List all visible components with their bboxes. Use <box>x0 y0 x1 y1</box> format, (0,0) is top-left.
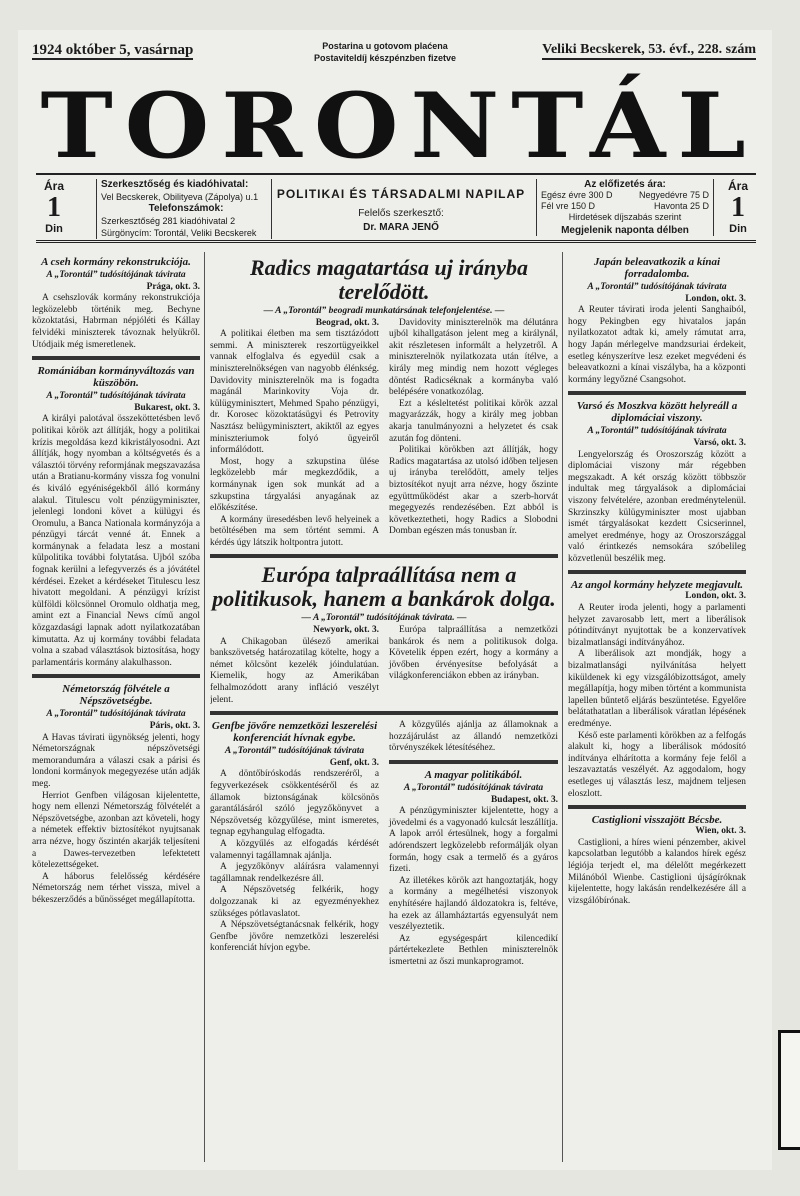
subscription-box <box>536 179 714 236</box>
price-box-right <box>720 179 756 235</box>
price-label: Ára <box>727 179 748 193</box>
divider <box>210 554 558 558</box>
masthead-title: TORONTÁL <box>40 73 758 179</box>
paragraph: A Chikagoban ülésező amerikai bankszövetség határozatilag kötelte, hogy a német kölcsönt kezelék jóindulatúan. Kiemelik, hogy az Amerikában felhalmozódott arany infláció veszélyt jelent. <box>210 636 379 705</box>
dateline: Wien, okt. 3. <box>695 826 746 837</box>
price-box-left <box>36 179 72 235</box>
article-europe <box>210 625 558 706</box>
paragraph: A közgyűlés ajánlja az államoknak a hozzájárulást az állandó nemzetközi törvényszékek létesítéséhez. <box>389 720 558 754</box>
paragraph: Az egységespárt kilencedikí pártértekezlete Bethlen miniszterelnök ismertetni az őszi munkaprogramot. <box>389 933 558 967</box>
paragraph: A királyi palotával összeköttetésben levő politikai körök azt állítják, hogy a politikai krízis megoldása kezd kikristályosodni. Azt állítják, hogy nyomban a költségvetés és a választói törvény reformjának megszavazása után a Bratianu-kormány vissza fog vonulni és kiváló egyéniségekből álló kormány alakul. Titulescu volt pénzügyminiszter, jelenlegi londoni követ a külügyi és Oromulu, a Banca Nationala kormányzója a pénzügyi tárcát venné át. Ennek a kormánynak a feladata lesz a mostani külpolitika további folytatása. Ujból szóba fognak kerülni a lefegyverzés és a jóvátétel kérdései. Ezeket a kérdéseket Titulescu lesz hivatott megoldani. A pénzügyi krízist külföldi kölcsönnel Oromulo oldhatja meg, amint ezt a Financial News című angol közgazdasági lapnak adott nyilatkozatában kimutatta. Az uj kormány további feladata volna a szabad választások biztosítása, hogy parlamentáris kormány alakulhasson. <box>32 414 200 668</box>
headline: Castiglioni visszajött Bécsbe. <box>591 814 723 827</box>
ads-note: Hirdetések díjszabás szerint <box>568 212 682 222</box>
issue-date: 1924 október 5, vasárnap <box>32 42 194 58</box>
paragraph: A közgyűlés az elfogadás kérdését valamennyi tagállamnak ajánlja. <box>210 838 379 861</box>
lead-headline: Európa talpraállítása nem a politikusok, hanem a bankárok dolga. <box>212 562 556 612</box>
editorial-heading: Szerkesztőség és kiadóhivatal: <box>101 179 249 190</box>
telegram-source: A „Torontál” tudósítójának távirata <box>46 391 186 402</box>
paragraph: A jegyzőkönyv aláírásra valamennyi tagállamnak rendelkezésre áll. <box>210 862 379 884</box>
dateline: Budapest, okt. 3. <box>491 794 558 805</box>
telegram-source: A „Torontál” tudósítójának távirata <box>46 709 186 720</box>
telegram-source: — A „Torontál” tudósítójának távirata. — <box>301 613 467 624</box>
paragraph: A döntőbíróskodás rendszeréről, a fegyverkezések csökkentéséről és az államok biztonságának kölcsönös garantálásáról szóló jegyzőkönyvet a Népszövetség közgyűlése, mint ismeretes, tegnap egyhangulag elfogadta. <box>210 769 379 838</box>
paragraph: A politikai életben ma sem tisztázódott semmi. A miniszterek reszortügyeikkel vannak elfoglalva és egyedül csak a miniszterelnökségen van nagyobb élénkség. Davidovity miniszterelnök ma is fogadta magánál Marinkovity Voja dr. külügyminisztert, Mehmed Spaho pénzügyi, dr. Korosec közoktatásügyi és Petrovity Nasztász belügyminisztert, akiktől az egyes miniszteriumok folyó ügyeiről informálódott. <box>210 329 379 456</box>
newspaper-page <box>18 30 772 1170</box>
price-month: Havonta 25 D <box>653 201 709 211</box>
divider <box>568 570 746 574</box>
headline: A cseh kormány rekonstrukciója. <box>41 256 191 268</box>
paragraph: A liberálisok azt mondják, hogy a bizalmatlansági nyilvánítása helyett kiküldenek ki egy vizsgálóbizottságot, amely megállapítja, hogy miben történt a kommunista lapellen bűntető eljárás beszüntetése. Egyelőre belátathatatlan a liberálisok váratlan lépésének eredménye. <box>568 649 746 729</box>
article-block-lower <box>210 720 558 968</box>
headline: Genfbe jövőre nemzetközi leszerelési konferenciát hívnak egybe. <box>211 720 378 745</box>
price-value: 1 <box>47 192 61 223</box>
price-year: Egész évre 300 D <box>541 190 613 200</box>
headline: A magyar politikából. <box>424 769 523 781</box>
divider <box>210 711 558 715</box>
tagline: POLITIKAI ÉS TÁRSADALMI NAPILAP <box>276 187 526 201</box>
dateline: Genf, okt. 3. <box>329 757 379 768</box>
divider <box>568 391 746 395</box>
scan-edge-mark <box>778 1030 800 1150</box>
postage-line-1: Postarina u gotovom plaćena <box>322 41 448 51</box>
phone-heading: Telefonszámok: <box>148 203 224 214</box>
telegram-source: — A „Torontál” beogradi munkatársának telefonjelentése. — <box>263 306 505 316</box>
telegram-source: A „Torontál” tudósítójának távirata <box>587 282 727 292</box>
price-half-year: Fél vre 150 D <box>541 201 596 211</box>
column-right <box>568 256 746 1166</box>
paragraph: Davidovity miniszterelnök ma délutánra ujból kihallgatáson jelent meg a királynál, akit részletesen informált a helyzetről. A miniszterelnök nyilatkozata után ítélve, a király meg mindig nem hozott végleges döntést Radicséknak a kormányba való belépésére vonatkozólag. <box>389 317 558 398</box>
price-label: Ára <box>43 179 64 193</box>
dateline: Newyork, okt. 3. <box>313 625 379 636</box>
paragraph: A Reuter iroda jelenti, hogy a parlamenti helyzet zavarosabb lett, mert a liberálisok pótindítványt nyujtottak be a konzervatívek bizalmatlansági indítványához. <box>568 603 746 648</box>
paragraph: Késő este parlamenti körökben az a felfogás alakult ki, hogy a liberálisok módosító indítványa elhárította a kormány feje felől a leszavaztatás veszélyét. Az aggodalom, hogy esetleges uj választás lesz, majdnem teljesen eloszlott. <box>568 730 746 799</box>
divider <box>568 805 746 809</box>
paragraph: A háborus felelősség kérdésére Németország nem térhet vissza, mivel a békeszerződés a bűnösséget megállapította. <box>32 871 200 905</box>
lead-headline: Radics magatartása uj irányba terelődött. <box>249 256 529 304</box>
phone-numbers: Szerkesztőség 281 kiadóhivatal 2 <box>101 216 236 226</box>
paragraph: Lengyelország és Oroszország között a diplomáciai viszony már régebben megszakadt. A két ország között többször indultak meg tárgyalások a diplomáciai viszony felvételére, azonban eredménytelenül. Skrzinszky külügyminiszter most ujabban ismét tárgyalásokat kezdett Csicserinnel, amelyet eredménye, hogy az Oroszországgal való érintkezés nemsokára szóbelileg közvetlenül beszélik meg. <box>568 449 746 564</box>
paragraph: A csehszlovák kormány rekonstrukciója legközelebb történik meg. Bechyne közoktatási, Habrman népjóléti és Kállay felvidéki miniszterek távoznak helyükről. Utódjaik még ismeretlenek. <box>32 293 200 350</box>
article-radics <box>210 318 558 550</box>
divider <box>32 356 200 360</box>
price-currency: Din <box>45 223 63 235</box>
telegram-address: Sürgönycím: Torontál, Veliki Becskerek <box>101 228 257 238</box>
subscription-row-2 <box>541 201 709 212</box>
headline: Romániában kormányváltozás van küszöbön. <box>37 365 195 390</box>
dateline: Beograd, okt. 3. <box>315 317 379 328</box>
headline: Németország fölvétele a Népszövetségbe. <box>62 683 170 708</box>
dateline: Varsó, okt. 3. <box>693 437 746 448</box>
paragraph: Európa talpraállítása a nemzetközi bankárok és nem a politikusok dolga. Követelik éppen ezért, hogy a kormány a jövőben érvényesítse befolyását a világkonferenciákon ebben az irányban. <box>389 625 558 682</box>
telegram-source: A „Torontál” tudósítójának távirata <box>224 746 365 757</box>
telegram-source: A „Torontál” tudósítójának távirata <box>46 270 186 280</box>
paragraph: Most, hogy a szkupstina ülése legközelebb már megkezdődik, a kormánynak igen sok munkát ad a szkupstina tárgyalási anyagának az előkészítése. <box>210 456 379 514</box>
paragraph: A Havas távirati ügynökség jelenti, hogy Németországnak népszövetségi memorandumára a válaszi csak a párisi és londoni kormányok megegyezése után adják meg. <box>32 732 200 789</box>
paragraph: A Népszövetség felkérik, hogy dolgozzanak ki az egyezményekhez szükséges pótlavaslatot. <box>210 885 379 919</box>
issue-number: Veliki Becskerek, 53. évf., 228. szám <box>542 42 756 60</box>
paragraph: A Népszövetségtanácsnak felkérik, hogy Genfbe jövőre nemzetközi leszerelési konferenciát hívjon egybe. <box>210 920 379 954</box>
editorial-office <box>96 179 272 239</box>
dateline: Bukarest, okt. 3. <box>134 402 200 413</box>
postage-note <box>280 40 490 64</box>
subscription-row-1 <box>541 190 709 201</box>
headline: Varsó és Moszkva között helyreáll a diplomáciai viszony. <box>576 400 738 425</box>
appears-note: Megjelenik naponta délben <box>561 225 689 236</box>
paragraph: Ezt a késleltetést politikai körök azzal magyarázzák, hogy a király meg jobban akarja tanulmányozni a helyzetet és csak azután fog dönteni. <box>389 398 558 444</box>
headline: Az angol kormány helyzete megjavult. <box>570 579 744 592</box>
paragraph: Castiglioni, a híres wieni pénzember, akivel kapcsolatban legutóbb a kalandos hírek egész légiója terjedt el, ma délelőtt megérkezett Milánóból Wienbe. Castiglioni újságíróknak kijelentette, hogy lakásán rendelkezésére áll a vizsgálóbírónak. <box>568 837 746 906</box>
masthead-info-bar <box>36 173 756 243</box>
column-rule <box>562 252 563 1162</box>
price-value: 1 <box>731 192 745 223</box>
paragraph: Politikai körökben azt állítják, hogy Radics magatartása az utolsó időben teljesen uj irányba terelődött, amely teljes biztosítékot nyujt arra nézve, hogy őszinte együttműködést akar a szerb-horvát megegyezés rendezésében. Ezt abból is következtetheti, hogy Radics a Slobodni Domban egészen más tonusban ír. <box>389 445 558 537</box>
dateline: London, okt. 3. <box>685 591 746 602</box>
headline: Japán beleavatkozik a kínai forradalomba. <box>593 256 721 280</box>
paper-description <box>272 179 530 235</box>
paragraph: Az illetékes körök azt hangoztatják, hogy a kormány a megélhetési viszonyok enyhítésére hajlandó áldozatokra is, feltéve, ha ezek az államháztartás egyensulyát nem veszélyeztetik. <box>389 875 558 933</box>
column-left <box>32 256 200 1166</box>
editor-label: Felelős szerkesztő: <box>358 208 444 219</box>
postage-line-2: Postaviteldíj készpénzben fizetve <box>313 53 457 63</box>
editorial-address: Vel Becskerek, Obilityeva (Zápolya) u.1 <box>101 192 259 202</box>
dateline: Prága, okt. 3. <box>146 281 200 292</box>
telegram-source: A „Torontál” tudósítójának távirata <box>587 426 727 437</box>
paragraph: A Reuter távirati iroda jelenti Sanghaiból, hogy Pekingben egy hivatalos japán nyilatkozatot adtak ki, amely rámutat arra, hogy Japán mérlegelve mandzsuriai érdekeit, esetleg kényszerítve lesz ezeket megvédeni és beleavatkozni a kínai viszályba, ha a központi kormány legyőzné Csangsohot. <box>568 305 746 385</box>
price-currency: Din <box>729 223 747 235</box>
paragraph: A kormány üresedésben levő helyeinek a betöltésében ma sem történt semmi. A kérdés úgy látszik holtpontra jutott. <box>210 514 379 548</box>
paragraph: Herriot Genfben világosan kijelentette, hogy nem ellenzi Németország fölvételét a Népszövetségbe, azonban azt követeli, hogy a németek effektiv biztosítékot nyujtsanak arra nézve, hogy őszintén akarják teljesíteni a Dawes-tervezetben lefektetett kötelezettségeket. <box>32 790 200 871</box>
column-rule <box>204 252 205 1162</box>
dateline: London, okt. 3. <box>685 293 746 304</box>
editor-name: Dr. MARA JENŐ <box>363 222 439 233</box>
column-center <box>210 256 558 1166</box>
telegram-source: A „Torontál” tudósítójának távirata <box>403 783 544 793</box>
divider <box>32 674 200 678</box>
paragraph: A pénzügyminiszter kijelentette, hogy a jövedelmi és a vagyonadó kulcsát leszállítja. A lapok arról értesülnek, hogy a forgalmi adórendszert legközelebb reformálják olyan formán, hogy csak a termelő és a gyáros fizeti. <box>389 806 558 875</box>
top-line <box>32 38 756 72</box>
price-quarter: Negyedévre 75 D <box>638 190 709 200</box>
dateline: Páris, okt. 3. <box>149 721 200 731</box>
divider <box>389 760 558 764</box>
subscription-title: Az előfizetés ára: <box>584 179 666 190</box>
